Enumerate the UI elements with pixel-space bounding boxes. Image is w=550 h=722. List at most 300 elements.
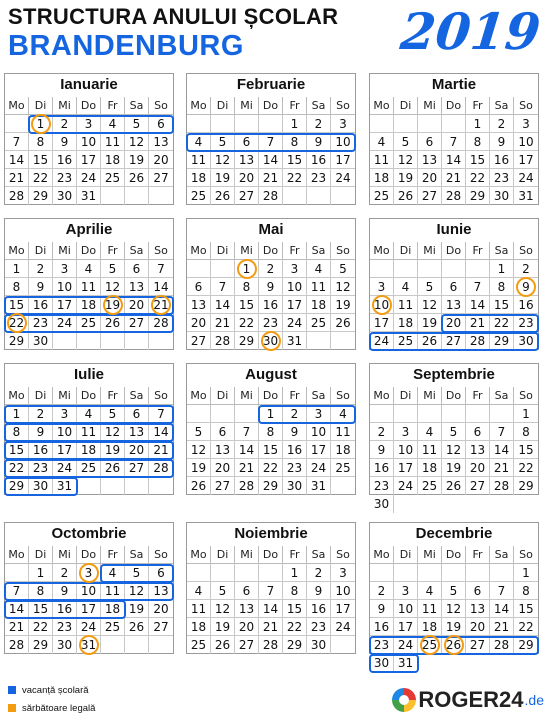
month-name: Februarie	[236, 76, 306, 93]
weekday-header: So	[331, 546, 355, 564]
weekday-header: Fr	[466, 242, 490, 260]
empty-day-cell	[187, 405, 211, 423]
weekday-header: Do	[259, 242, 283, 260]
day-cell: 5	[442, 582, 466, 600]
empty-day-cell	[187, 260, 211, 278]
empty-day-cell	[149, 636, 173, 654]
day-cell: 16	[370, 459, 394, 477]
day-cell: 5	[211, 582, 235, 600]
day-cell: 14	[259, 151, 283, 169]
day-cell: 27	[466, 636, 490, 654]
day-cell: 22	[466, 169, 490, 187]
day-cell: 17	[331, 151, 355, 169]
day-cell: 24	[77, 618, 101, 636]
day-cell: 17	[331, 600, 355, 618]
day-cell: 16	[259, 296, 283, 314]
day-cell: 21	[442, 169, 466, 187]
empty-day-cell	[442, 564, 466, 582]
day-cell: 7	[5, 133, 29, 151]
weekday-header: So	[514, 242, 538, 260]
weekday-header: Di	[29, 97, 53, 115]
empty-day-cell	[149, 477, 173, 495]
empty-day-cell	[394, 405, 418, 423]
day-cell: 31	[77, 636, 101, 654]
day-cell: 5	[125, 564, 149, 582]
day-cell: 13	[235, 151, 259, 169]
month-aprilie	[4, 218, 174, 350]
day-cell: 3	[53, 260, 77, 278]
weekday-header: Mo	[5, 242, 29, 260]
day-cell: 17	[77, 600, 101, 618]
weekday-header: Mo	[370, 242, 394, 260]
day-cell: 23	[514, 314, 538, 332]
weekday-header: Mo	[187, 97, 211, 115]
day-cell: 3	[331, 115, 355, 133]
empty-day-cell	[418, 115, 442, 133]
weekday-header: Di	[29, 546, 53, 564]
day-cell: 24	[53, 314, 77, 332]
day-cell: 6	[466, 582, 490, 600]
day-cell: 1	[283, 115, 307, 133]
day-cell: 22	[514, 459, 538, 477]
day-cell: 14	[259, 600, 283, 618]
weekday-header: Mo	[187, 242, 211, 260]
day-cell: 28	[149, 314, 173, 332]
empty-day-cell	[235, 564, 259, 582]
day-cell: 23	[29, 314, 53, 332]
weekday-header: Sa	[125, 97, 149, 115]
day-cell: 7	[235, 423, 259, 441]
day-cell: 13	[466, 600, 490, 618]
day-cell: 23	[53, 618, 77, 636]
day-cell: 11	[307, 278, 331, 296]
day-cell: 16	[29, 296, 53, 314]
day-cell: 14	[5, 600, 29, 618]
weekday-header: Mi	[235, 97, 259, 115]
weekday-header: Di	[394, 242, 418, 260]
day-cell: 7	[211, 278, 235, 296]
day-cell: 22	[259, 459, 283, 477]
day-cell: 30	[307, 636, 331, 654]
day-cell: 22	[490, 314, 514, 332]
day-cell: 4	[187, 582, 211, 600]
day-cell: 6	[149, 115, 173, 133]
day-cell: 15	[5, 296, 29, 314]
legend-holiday	[8, 703, 95, 714]
day-cell: 13	[149, 582, 173, 600]
weekday-header: Sa	[125, 387, 149, 405]
day-cell: 8	[5, 423, 29, 441]
day-cell: 26	[101, 459, 125, 477]
day-cell: 24	[283, 314, 307, 332]
day-cell: 8	[490, 278, 514, 296]
day-cell: 29	[518, 479, 534, 493]
day-cell: 18	[418, 459, 442, 477]
day-cell: 16	[53, 600, 77, 618]
day-cell: 17	[53, 441, 77, 459]
day-cell: 5	[101, 405, 125, 423]
empty-day-cell	[418, 405, 442, 423]
empty-day-cell	[149, 187, 173, 205]
day-cell: 15	[29, 151, 53, 169]
weekday-header: Mo	[5, 387, 29, 405]
day-cell: 25	[77, 314, 101, 332]
day-cell: 13	[466, 441, 490, 459]
weekday-header: Fr	[466, 546, 490, 564]
day-cell: 25	[307, 314, 331, 332]
day-cell: 19	[211, 618, 235, 636]
day-cell: 3	[394, 582, 418, 600]
day-cell: 2	[370, 582, 394, 600]
empty-day-cell	[259, 115, 283, 133]
day-cell: 16	[29, 441, 53, 459]
month-iulie	[4, 363, 174, 495]
legend-vacation	[8, 685, 89, 696]
day-cell: 2	[307, 115, 331, 133]
day-cell: 29	[466, 187, 490, 205]
empty-day-cell	[235, 115, 259, 133]
day-cell: 25	[394, 332, 418, 350]
month-august	[186, 363, 356, 495]
empty-day-cell	[466, 405, 490, 423]
day-cell: 27	[125, 314, 149, 332]
holiday-swatch	[8, 704, 16, 712]
weekday-header: Do	[77, 546, 101, 564]
empty-day-cell	[466, 564, 490, 582]
day-cell: 27	[187, 332, 211, 350]
day-cell: 8	[29, 582, 53, 600]
month-name: Iunie	[436, 221, 472, 238]
day-cell: 11	[418, 441, 442, 459]
day-cell: 6	[187, 278, 211, 296]
weekday-header: So	[514, 546, 538, 564]
day-cell: 12	[125, 582, 149, 600]
day-cell: 2	[259, 260, 283, 278]
day-cell: 28	[490, 477, 514, 495]
weekday-header: Fr	[101, 387, 125, 405]
empty-day-cell	[394, 564, 418, 582]
day-cell: 8	[514, 582, 538, 600]
day-cell: 30	[29, 477, 53, 495]
day-cell: 10	[370, 296, 394, 314]
day-cell: 26	[101, 314, 125, 332]
month-grid	[5, 387, 173, 495]
day-cell: 8	[29, 133, 53, 151]
day-cell: 28	[5, 636, 29, 654]
day-cell: 12	[101, 423, 125, 441]
empty-day-cell	[101, 636, 125, 654]
weekday-header: Di	[211, 546, 235, 564]
day-cell: 23	[490, 169, 514, 187]
day-cell: 19	[418, 314, 442, 332]
weekday-header: Do	[442, 387, 466, 405]
day-cell: 1	[514, 564, 538, 582]
day-cell: 12	[211, 600, 235, 618]
day-cell: 7	[5, 582, 29, 600]
empty-day-cell	[101, 332, 125, 350]
weekday-header: Fr	[283, 242, 307, 260]
day-cell: 23	[370, 636, 394, 654]
day-cell: 14	[490, 600, 514, 618]
day-cell: 27	[211, 477, 235, 495]
day-cell: 15	[514, 441, 538, 459]
logo-domain: .de	[524, 692, 544, 708]
day-cell: 4	[370, 133, 394, 151]
day-cell: 29	[235, 332, 259, 350]
day-cell: 19	[101, 296, 125, 314]
day-cell: 19	[442, 459, 466, 477]
weekday-header: Mi	[418, 97, 442, 115]
day-cell: 3	[394, 423, 418, 441]
day-cell: 23	[259, 314, 283, 332]
weekday-header: So	[149, 97, 173, 115]
day-cell: 9	[307, 133, 331, 151]
day-cell: 24	[77, 169, 101, 187]
day-cell: 8	[514, 423, 538, 441]
day-cell: 24	[394, 477, 418, 495]
day-cell: 27	[149, 618, 173, 636]
day-cell: 19	[394, 169, 418, 187]
day-cell: 23	[29, 459, 53, 477]
day-cell: 17	[394, 459, 418, 477]
empty-day-cell	[418, 260, 442, 278]
day-cell: 20	[125, 296, 149, 314]
empty-day-cell	[211, 115, 235, 133]
day-cell: 5	[442, 423, 466, 441]
month-name: Aprilie	[65, 221, 113, 238]
day-cell: 8	[235, 278, 259, 296]
day-cell: 16	[53, 151, 77, 169]
empty-day-cell	[187, 564, 211, 582]
day-cell: 3	[283, 260, 307, 278]
day-cell: 29	[29, 636, 53, 654]
weekday-header: Fr	[283, 387, 307, 405]
month-octombrie	[4, 522, 174, 654]
day-cell: 5	[101, 260, 125, 278]
empty-day-cell	[490, 405, 514, 423]
day-cell: 14	[149, 278, 173, 296]
day-cell: 11	[187, 151, 211, 169]
day-cell: 13	[149, 133, 173, 151]
day-cell: 18	[77, 296, 101, 314]
weekday-header: Mo	[187, 546, 211, 564]
weekday-header: Mo	[5, 546, 29, 564]
day-cell: 28	[490, 636, 514, 654]
day-cell: 9	[370, 600, 394, 618]
month-name: Iulie	[73, 366, 104, 383]
day-cell: 2	[53, 115, 77, 133]
month-grid	[187, 97, 355, 205]
day-cell: 30	[53, 636, 77, 654]
day-cell: 4	[101, 564, 125, 582]
weekday-header: Mi	[235, 387, 259, 405]
day-cell: 20	[235, 618, 259, 636]
day-cell: 31	[518, 189, 534, 203]
weekday-header: So	[331, 387, 355, 405]
day-cell: 11	[187, 600, 211, 618]
day-cell: 16	[307, 600, 331, 618]
weekday-header: Do	[442, 97, 466, 115]
weekday-header: Mo	[187, 387, 211, 405]
month-mai	[186, 218, 356, 350]
month-grid	[5, 242, 173, 350]
day-cell: 4	[101, 115, 125, 133]
day-cell: 28	[442, 187, 466, 205]
weekday-header: Mi	[418, 546, 442, 564]
empty-day-cell	[418, 564, 442, 582]
logo-circle-icon	[392, 688, 416, 712]
day-cell: 20	[187, 314, 211, 332]
day-cell: 4	[331, 405, 355, 423]
day-cell: 6	[149, 564, 173, 582]
day-cell: 8	[5, 278, 29, 296]
day-cell: 7	[490, 582, 514, 600]
day-cell: 25	[418, 636, 442, 654]
day-cell: 3	[77, 115, 101, 133]
month-name: Mai	[258, 221, 284, 238]
day-cell: 12	[394, 151, 418, 169]
day-cell: 14	[442, 151, 466, 169]
day-cell: 18	[101, 600, 125, 618]
weekday-header: Sa	[490, 387, 514, 405]
day-cell: 21	[259, 618, 283, 636]
day-cell: 21	[259, 169, 283, 187]
weekday-header: Do	[77, 97, 101, 115]
day-cell: 5	[187, 423, 211, 441]
weekday-header: Fr	[101, 97, 125, 115]
day-cell: 30	[29, 332, 53, 350]
day-cell: 11	[101, 133, 125, 151]
weekday-header: Mi	[53, 97, 77, 115]
day-cell: 18	[370, 169, 394, 187]
day-cell: 31	[307, 477, 331, 495]
day-cell: 2	[29, 260, 53, 278]
day-cell: 9	[514, 278, 538, 296]
day-cell: 18	[394, 314, 418, 332]
day-cell: 9	[53, 582, 77, 600]
weekday-header: Mi	[53, 242, 77, 260]
month-grid	[187, 546, 355, 654]
day-cell: 7	[259, 133, 283, 151]
month-decembrie	[369, 522, 539, 670]
day-cell: 8	[283, 133, 307, 151]
day-cell: 29	[283, 636, 307, 654]
day-cell: 16	[514, 296, 538, 314]
day-cell: 21	[490, 618, 514, 636]
day-cell: 11	[370, 151, 394, 169]
day-cell: 6	[235, 133, 259, 151]
day-cell: 19	[187, 459, 211, 477]
day-cell: 11	[418, 600, 442, 618]
weekday-header: Sa	[307, 546, 331, 564]
weekday-header: Sa	[125, 546, 149, 564]
day-cell: 27	[149, 169, 173, 187]
day-cell: 15	[283, 600, 307, 618]
day-cell: 4	[307, 260, 331, 278]
month-ianuarie	[4, 73, 174, 205]
day-cell: 25	[77, 459, 101, 477]
weekday-header: Sa	[490, 546, 514, 564]
day-cell: 7	[149, 260, 173, 278]
day-cell: 3	[370, 278, 394, 296]
day-cell: 9	[490, 133, 514, 151]
weekday-header: Di	[211, 387, 235, 405]
day-cell: 1	[5, 260, 29, 278]
day-cell: 22	[283, 618, 307, 636]
day-cell: 1	[5, 405, 29, 423]
day-cell: 3	[53, 405, 77, 423]
empty-day-cell	[370, 260, 394, 278]
day-cell: 25	[187, 187, 211, 205]
weekday-header: Do	[259, 97, 283, 115]
roger24-logo[interactable]	[392, 686, 544, 714]
day-cell: 1	[514, 405, 538, 423]
month-name: Octombrie	[51, 525, 127, 542]
day-cell: 13	[211, 441, 235, 459]
empty-day-cell	[53, 332, 77, 350]
day-cell: 30	[283, 477, 307, 495]
day-cell: 27	[235, 636, 259, 654]
weekday-header: Mo	[370, 387, 394, 405]
weekday-header: Mo	[370, 546, 394, 564]
day-cell: 30	[370, 495, 394, 513]
day-cell: 22	[235, 314, 259, 332]
day-cell: 25	[187, 636, 211, 654]
weekday-header: Do	[442, 546, 466, 564]
day-cell: 30	[518, 334, 534, 348]
day-cell: 5	[211, 133, 235, 151]
weekday-header: So	[149, 387, 173, 405]
day-cell: 16	[307, 151, 331, 169]
day-cell: 21	[5, 618, 29, 636]
day-cell: 20	[466, 459, 490, 477]
month-name: August	[245, 366, 297, 383]
day-cell: 2	[490, 115, 514, 133]
day-cell: 13	[125, 423, 149, 441]
weekday-header: So	[514, 97, 538, 115]
day-cell: 13	[418, 151, 442, 169]
day-cell: 14	[5, 151, 29, 169]
day-cell: 9	[53, 133, 77, 151]
day-cell: 25	[331, 459, 355, 477]
day-cell: 20	[418, 169, 442, 187]
day-cell: 23	[283, 459, 307, 477]
empty-day-cell	[211, 260, 235, 278]
day-cell: 15	[235, 296, 259, 314]
day-cell: 23	[307, 169, 331, 187]
day-cell: 26	[187, 477, 211, 495]
empty-day-cell	[370, 564, 394, 582]
day-cell: 26	[331, 314, 355, 332]
weekday-header: Sa	[307, 97, 331, 115]
weekday-header: Do	[259, 387, 283, 405]
day-cell: 15	[5, 441, 29, 459]
weekday-header: Do	[77, 242, 101, 260]
weekday-header: Mi	[235, 546, 259, 564]
day-cell: 11	[77, 423, 101, 441]
day-cell: 10	[53, 423, 77, 441]
day-cell: 28	[211, 332, 235, 350]
empty-day-cell	[77, 332, 101, 350]
month-name: Martie	[431, 76, 477, 93]
month-februarie	[186, 73, 356, 205]
day-cell: 1	[29, 564, 53, 582]
weekday-header: Fr	[466, 387, 490, 405]
day-cell: 22	[29, 169, 53, 187]
day-cell: 24	[514, 169, 538, 187]
day-cell: 25	[418, 477, 442, 495]
day-cell: 26	[442, 477, 466, 495]
